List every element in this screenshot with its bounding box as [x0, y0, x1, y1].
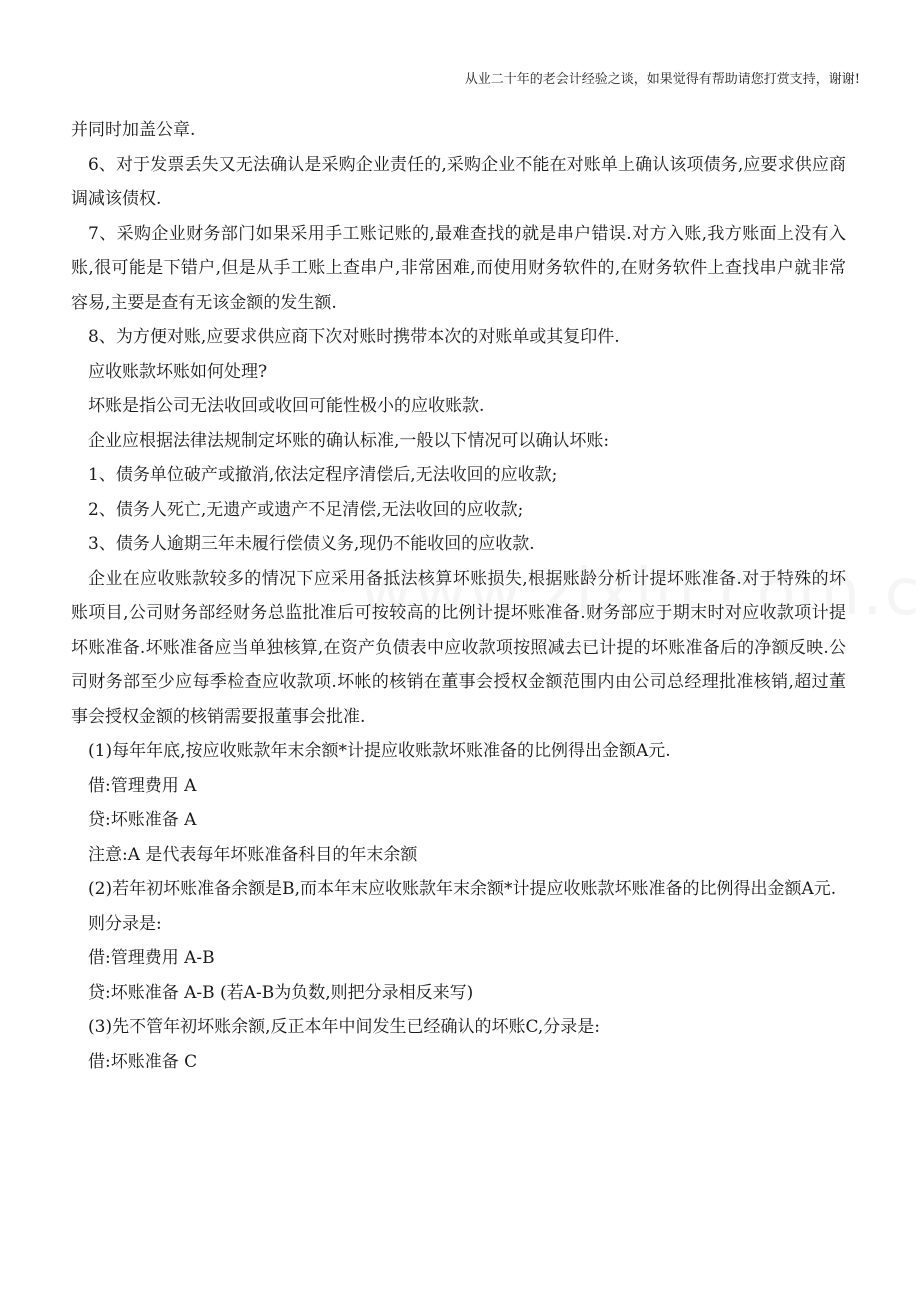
header-note: 从业二十年的老会计经验之谈，如果觉得有帮助请您打赏支持，谢谢!: [464, 72, 860, 87]
note: 注意:A 是代表每年坏账准备科目的年末余额: [88, 844, 418, 865]
paragraph: 坏账是指公司无法收回或收回可能性极小的应收账款.: [88, 396, 485, 416]
paragraph: (1)每年年底,按应收账款年末余额*计提应收账款坏账准备的比例得出金额A元.: [88, 741, 671, 761]
journal-entry: 借:管理费用 A: [88, 775, 197, 796]
paragraph: (3)先不管年初坏账余额,反正本年中间发生已经确认的坏账C,分录是:: [88, 1017, 601, 1037]
paragraph: 企业应根据法律法规制定坏账的确认标准,一般以下情况可以确认坏账:: [88, 430, 610, 451]
paragraph: (2)若年初坏账准备余额是B,而本年末应收账款年末余额*计提应收账款坏账准备的比例得出金额A元.: [88, 879, 837, 899]
paragraph: 则分录是:: [88, 913, 162, 934]
journal-entry: 借:管理费用 A-B: [88, 948, 215, 968]
paragraph: 6、对于发票丢失又无法确认是采购企业责任的,采购企业不能在对账单上确认该项债务,应要求供应商调减该债权.: [71, 154, 846, 209]
list-item: 2、债务人死亡,无遗产或遗产不足清偿,无法收回的应收款;: [88, 499, 524, 520]
paragraph: 并同时加盖公章.: [71, 120, 196, 140]
paragraph: 企业在应收账款较多的情况下应采用备抵法核算坏账损失,根据账龄分析计提坏账准备.对于特殊的坏账项目,公司财务部经财务总监批准后可按较高的比例计提坏账准备.财务部应于期末时对应收款项计提坏账准备.坏账准备应当单独核算,在资产负债表中应收款项按照减去已计提的坏账准备后的净额反映.公司财务部至少应每季检查应收款项.坏帐的核销在董事会授权金额范围内由公司总经理批准核销,超过董事会授权金额的核销需要报董事会批准.: [71, 568, 846, 727]
journal-entry: 借:坏账准备 C: [88, 1051, 198, 1072]
journal-entry: 贷:坏账准备 A-B (若A-B为负数,则把分录相反来写): [88, 982, 474, 1003]
paragraph: 8、为方便对账,应要求供应商下次对账时携带本次的对账单或其复印件.: [88, 327, 620, 347]
paragraph: 7、采购企业财务部门如果采用手工账记账的,最难查找的就是串户错误.对方入账,我方账面上没有入账,很可能是下错户,但是从手工账上查串户,非常困难,而使用财务软件的,在财务软件上查找串户就非常容易,主要是查有无该金额的发生额.: [71, 223, 846, 313]
journal-entry: 贷:坏账准备 A: [88, 810, 197, 830]
list-item: 3、债务人逾期三年未履行偿债义务,现仍不能收回的应收款.: [88, 534, 535, 554]
section-heading: 应收账款坏账如何处理?: [88, 361, 268, 382]
list-item: 1、债务单位破产或撤消,依法定程序清偿后,无法收回的应收款;: [88, 465, 558, 485]
document-body: [71, 113, 846, 1079]
